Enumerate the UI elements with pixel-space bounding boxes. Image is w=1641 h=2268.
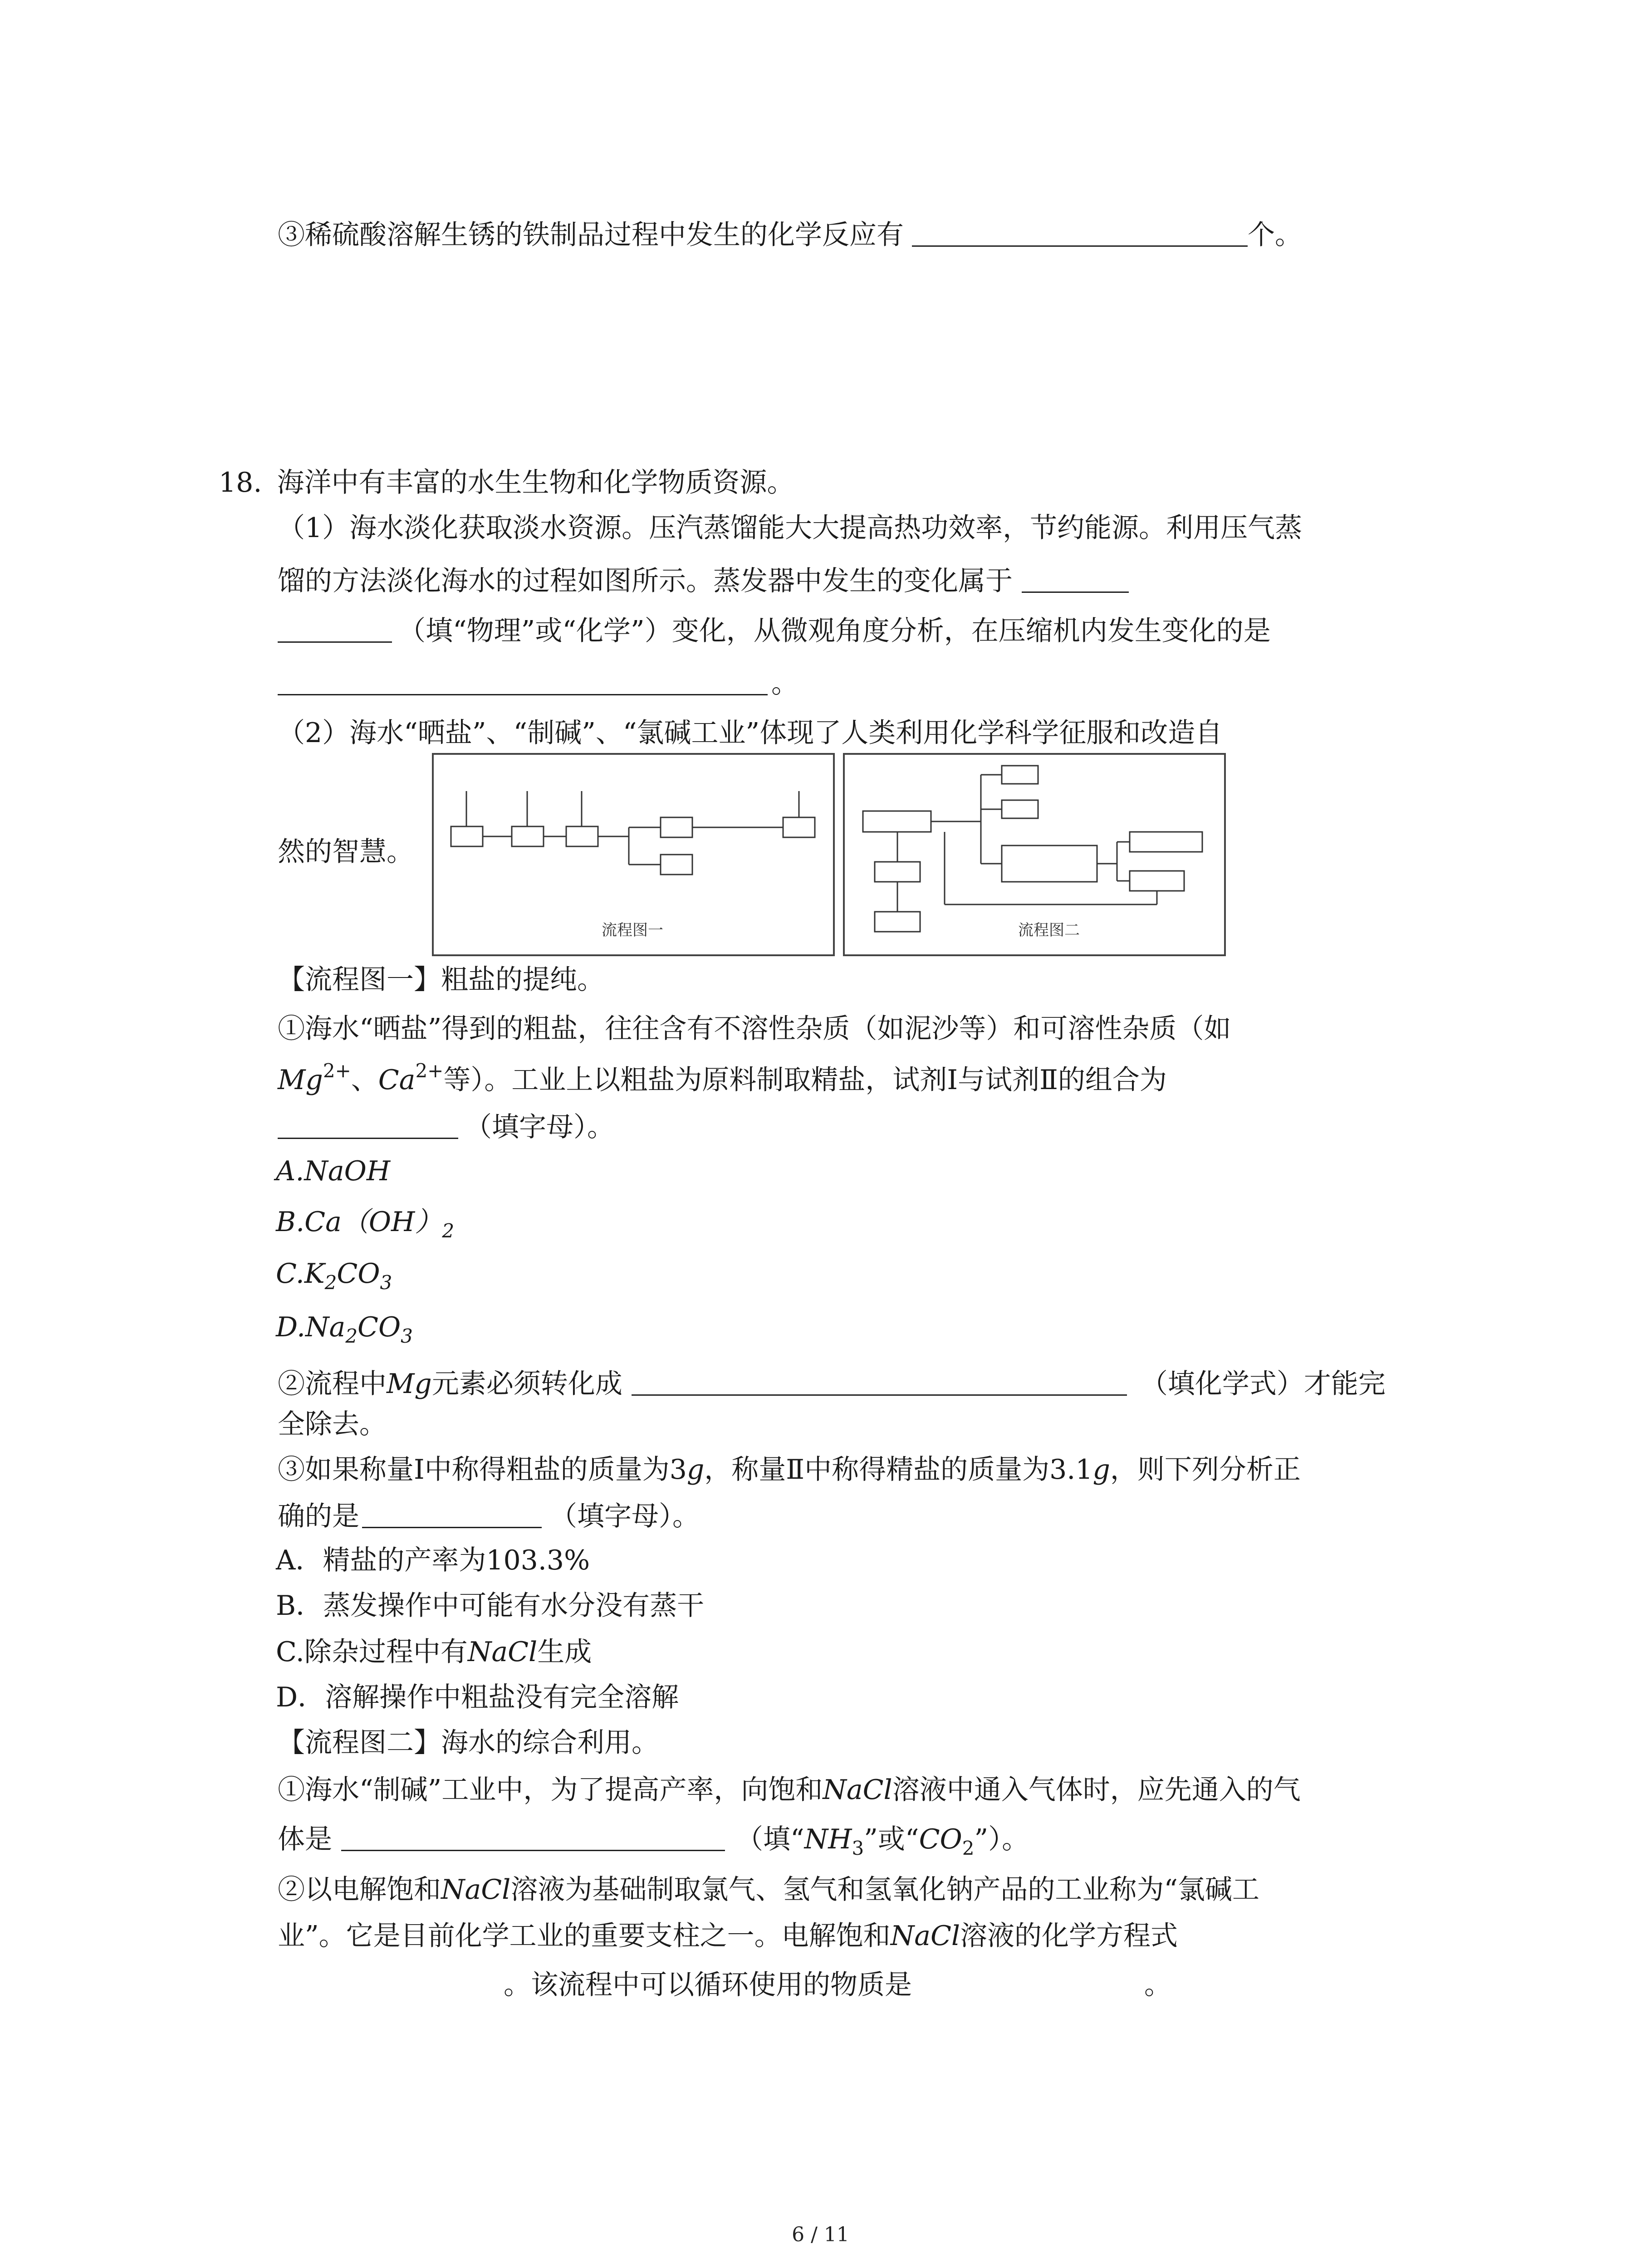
flow2-q1-pre: ①海水“制碱”工业中，为了提高产率，向饱和 xyxy=(278,1774,823,1806)
answer-blank[interactable] xyxy=(278,616,392,643)
part1-line4 xyxy=(278,669,798,697)
question-number: 18. xyxy=(219,467,262,499)
flow1-q3-option-c-post: 生成 xyxy=(537,1636,592,1668)
flow1-q3-option-c xyxy=(276,1638,592,1666)
option-a: A.NaOH xyxy=(276,1155,391,1187)
part1-line3-text: （填“物理”或“化学”）变化，从微观角度分析，在压缩机内发生变化的是 xyxy=(398,615,1271,647)
flow2-q2-line1-pre: ②以电解饱和 xyxy=(278,1874,441,1906)
answer-blank[interactable] xyxy=(632,1369,1127,1396)
flow2-heading: 【流程图二】海水的综合利用。 xyxy=(278,1727,659,1759)
answer-blank[interactable] xyxy=(912,220,1248,247)
flow1-q2-line1 xyxy=(278,1369,1386,1398)
answer-blank[interactable] xyxy=(341,1824,725,1851)
part1-line4-text: 。 xyxy=(771,668,798,699)
option-b-text: B.Ca（OH） xyxy=(276,1206,442,1238)
option-c-text: C.K xyxy=(276,1258,325,1290)
flow2-q2-line2 xyxy=(278,1922,1178,1950)
flow1-q1-line2-text: 等）。工业上以粗盐为原料制取精盐，试剂Ⅰ与试剂Ⅱ的组合为 xyxy=(443,1064,1167,1096)
ion-mg-charge: 2+ xyxy=(323,1060,351,1082)
flow2-q2-line2-post: 溶液的化学方程式 xyxy=(960,1920,1178,1952)
option-b xyxy=(276,1208,454,1241)
flow1-q1-line3 xyxy=(278,1112,614,1141)
option-d-sub2: 3 xyxy=(401,1325,413,1347)
flow1-q3-option-a: A．精盐的产率为103.3% xyxy=(276,1545,590,1576)
flow1-q1-line2 xyxy=(278,1061,1167,1094)
option-c-sub1: 2 xyxy=(324,1271,337,1294)
flow1-q3-post: ，则下列分析正 xyxy=(1110,1454,1301,1486)
flow2-q2-line1 xyxy=(278,1874,1260,1906)
ion-ca-charge: 2+ xyxy=(415,1060,444,1082)
flow1-q3-line2 xyxy=(278,1501,700,1530)
option-c xyxy=(276,1260,392,1292)
option-d-text: D.Na xyxy=(276,1311,346,1343)
flow1-q3-line1 xyxy=(278,1454,1301,1486)
flow1-q3-option-c-pre: C.除杂过程中有 xyxy=(276,1636,468,1668)
top-line-text: ③稀硫酸溶解生锈的铁制品过程中发生的化学反应有 xyxy=(278,219,904,251)
option-c-mid: CO xyxy=(337,1258,380,1290)
flow2-q1-line1 xyxy=(278,1776,1301,1804)
formula-nacl: NaCl xyxy=(890,1920,960,1952)
flow1-heading: 【流程图一】粗盐的提纯。 xyxy=(278,964,604,996)
answer-blank[interactable] xyxy=(1022,566,1129,593)
flow-chart-one xyxy=(432,753,835,956)
formula-nacl: NaCl xyxy=(467,1636,538,1668)
flow2-q1-line2 xyxy=(278,1824,1029,1858)
option-c-sub2: 3 xyxy=(380,1271,392,1294)
flow2-q1-line2-pre: 体是 xyxy=(278,1823,332,1855)
flow2-q1-post: 溶液中通入气体时，应先通入的气 xyxy=(892,1774,1301,1806)
top-question-line xyxy=(278,220,1302,249)
element-mg: Mg xyxy=(387,1368,432,1400)
part1-line2 xyxy=(278,566,1129,595)
part1-line2-text: 馏的方法淡化海水的过程如图所示。蒸发器中发生的变化属于 xyxy=(278,565,1013,597)
flow2-q1-line2-b: ”或“ xyxy=(864,1823,919,1855)
flow2-q2-line2-pre: 业”。它是目前化学工业的重要支柱之一。电解饱和 xyxy=(278,1920,891,1952)
option-d xyxy=(276,1311,413,1347)
option-b-sub: 2 xyxy=(442,1220,455,1242)
flow-chart-one-caption: 流程图一 xyxy=(602,921,663,939)
flow1-q2-pre: ②流程中 xyxy=(278,1368,387,1400)
flow2-q1-line2-a: （填“ xyxy=(736,1823,804,1855)
flow1-q3-mid: ，称量Ⅱ中称得精盐的质量为3.1 xyxy=(704,1454,1093,1486)
flow1-q3-line2-pre: 确的是 xyxy=(278,1501,359,1532)
question-stem: 海洋中有丰富的水生生物和化学物质资源。 xyxy=(277,467,794,499)
formula-co2-sub: 2 xyxy=(962,1837,975,1859)
flow2-q2-line3-b: 。 xyxy=(1144,1969,1171,2001)
ion-separator: 、 xyxy=(351,1064,378,1096)
option-d-sub1: 2 xyxy=(345,1325,358,1347)
answer-blank[interactable] xyxy=(278,1112,458,1139)
option-d-mid: CO xyxy=(358,1311,401,1343)
flow1-q2-post: （填化学式）才能完 xyxy=(1140,1368,1386,1400)
question-18-title xyxy=(219,467,794,499)
top-line-suffix: 个。 xyxy=(1248,219,1302,251)
flow2-q1-line2-c: ”）。 xyxy=(974,1823,1029,1855)
part2-line2: 然的智慧。 xyxy=(278,836,414,868)
flow1-q2-line2: 全除去。 xyxy=(278,1408,387,1440)
flow1-q1-line3-text: （填字母）。 xyxy=(465,1111,614,1143)
answer-blank[interactable] xyxy=(362,1501,542,1528)
flow-chart-two-caption: 流程图二 xyxy=(1018,921,1080,939)
formula-co2: CO xyxy=(919,1823,962,1855)
flow1-q1-line1: ①海水“晒盐”得到的粗盐，往往含有不溶性杂质（如泥沙等）和可溶性杂质（如 xyxy=(278,1013,1231,1045)
formula-nh3-sub: 3 xyxy=(852,1837,864,1859)
ion-mg: Mg xyxy=(278,1064,323,1096)
page-number: 6 / 11 xyxy=(792,2223,849,2246)
formula-nacl: NaCl xyxy=(441,1874,511,1906)
part1-line3 xyxy=(278,616,1271,645)
flow1-q3-option-b: B．蒸发操作中可能有水分没有蒸干 xyxy=(276,1590,705,1622)
flow2-q2-line3 xyxy=(504,1971,1171,1999)
formula-nacl: NaCl xyxy=(823,1774,892,1806)
flow1-q2-mid: 元素必须转化成 xyxy=(431,1368,622,1400)
part1-line1: （1）海水淡化获取淡水资源。压汽蒸馏能大大提高热功效率，节约能源。利用压气蒸 xyxy=(278,512,1303,544)
ion-ca: Ca xyxy=(378,1064,416,1096)
part2-line1: （2）海水“晒盐”、“制碱”、“氯碱工业”体现了人类利用化学科学征服和改造自 xyxy=(278,717,1223,749)
flow1-q3-line2-post: （填字母）。 xyxy=(550,1501,700,1532)
flow2-q2-line3-a: 。该流程中可以循环使用的物质是 xyxy=(504,1969,912,2001)
flow1-q3-option-d: D．溶解操作中粗盐没有完全溶解 xyxy=(276,1681,679,1713)
flow1-q3-pre: ③如果称量Ⅰ中称得粗盐的质量为3 xyxy=(278,1454,687,1486)
unit-g: g xyxy=(1092,1454,1110,1486)
flow2-q2-line1-post: 溶液为基础制取氯气、氢气和氢氧化钠产品的工业称为“氯碱工 xyxy=(510,1874,1260,1906)
flow-chart-two xyxy=(843,753,1226,956)
formula-nh3: NH xyxy=(804,1823,852,1855)
unit-g: g xyxy=(686,1454,705,1486)
answer-blank[interactable] xyxy=(278,669,768,695)
